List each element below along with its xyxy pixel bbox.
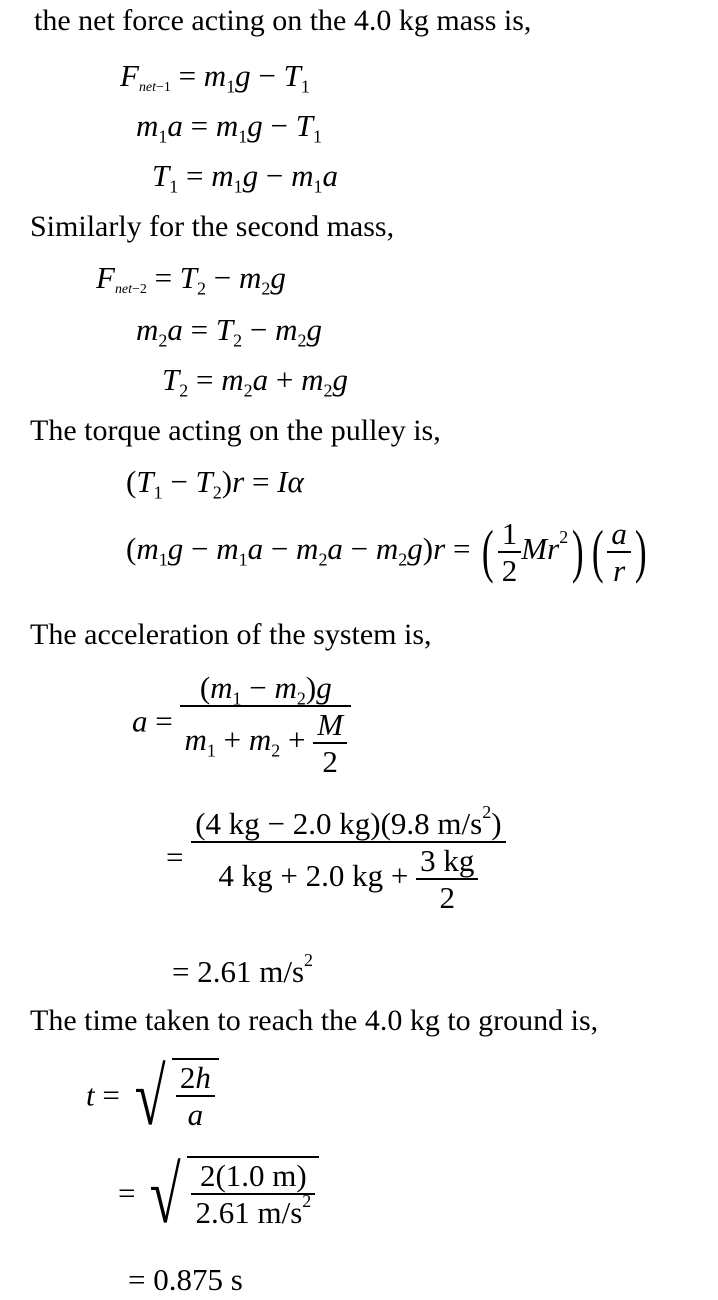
eq-tension-1: $T_1 = m_1g - m_1a$	[152, 158, 338, 197]
statement-net-force-mass1: the net force acting on the 4.0 kg mass is,	[34, 4, 532, 37]
eq-newton-2: $m_2a = T_2 - m_2g$	[136, 312, 322, 351]
eq-newton-1: $m_1a = m_1g - T_1$	[136, 108, 322, 147]
eq-torque-expanded: $(m_1g - m_1a - m_2a - m_2g)r$ = ( $\frac{1}{2}$ Mr$^2$) ( $\frac{a}{r}$ )	[126, 516, 647, 588]
eq-time-result: = 0.875 s	[128, 1262, 243, 1297]
statement-second-mass: Similarly for the second mass,	[30, 210, 395, 243]
eq-net-force-1: $F_{net-1} = m_1g - T_1$	[120, 58, 310, 97]
eq-acceleration-substituted: = (4 kg − 2.0 kg)(9.8 $m/s^2$) 4 kg + 2.0 kg + $\frac{3 kg}{2}$	[166, 808, 506, 913]
eq-acceleration-result: = 2.61 $m/s^2$	[172, 949, 314, 989]
statement-time: The time taken to reach the 4.0 kg to ground is,	[30, 1004, 599, 1037]
eq-net-force-2: $F_{net-2} = T_2 - m_2g$	[96, 260, 286, 299]
statement-torque: The torque acting on the pulley is,	[30, 414, 441, 447]
eq-torque: $(T_1 - T_2)r = I\alpha$	[126, 464, 304, 503]
eq-time-substituted: = √ $\frac{2(1.0 m)}{2.61 m/s^2}$	[118, 1156, 319, 1237]
eq-time-formula: t = √ $\frac{2h}{a}$	[86, 1058, 219, 1139]
statement-acceleration: The acceleration of the system is,	[30, 618, 432, 651]
eq-acceleration-formula: a = $(m_1 - m_2)g$ $m_1 + m_2$ + $\frac{M}{2}$	[132, 672, 351, 777]
eq-tension-2: $T_2 = m_2a + m_2g$	[162, 362, 348, 401]
